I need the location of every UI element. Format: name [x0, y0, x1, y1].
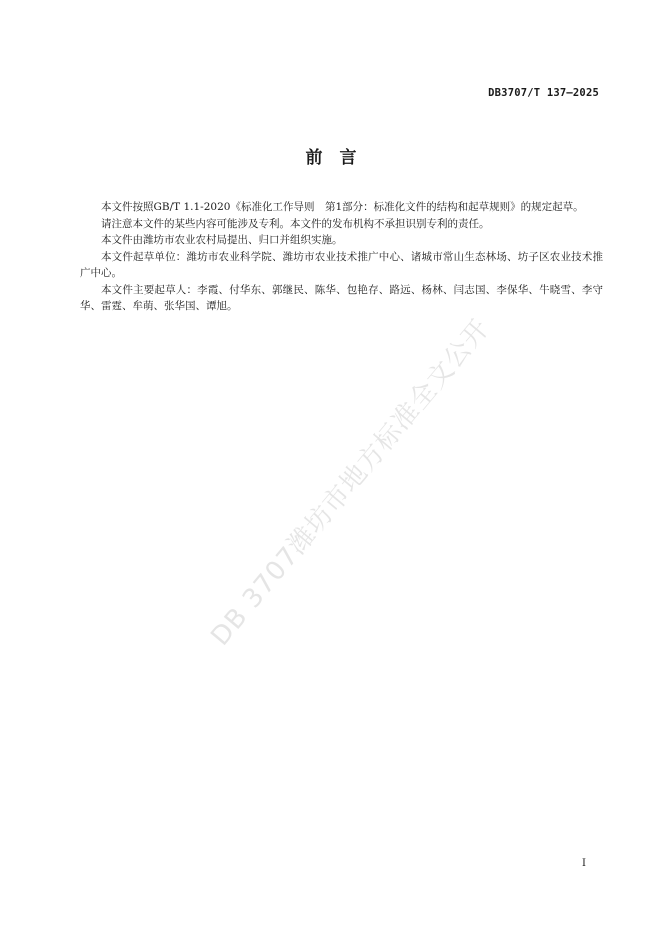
paragraph-drafting-units: 本文件起草单位：潍坊市农业科学院、潍坊市农业技术推广中心、诸城市常山生态林场、坊子区农业技术推广中心。: [80, 250, 603, 279]
page-title: 前 言: [305, 148, 357, 168]
paragraph-proposer: 本文件由潍坊市农业农村局提出、归口并组织实施。: [101, 234, 343, 246]
paragraph-drafters: 本文件主要起草人：李霞、付华东、郭继民、陈华、包艳存、路远、杨林、闫志国、李保华、牛晓雪、李守华、雷霆、牟萌、张华国、谭旭。: [80, 283, 603, 312]
page-number: I: [582, 858, 586, 869]
paragraph-patent-notice: 请注意本文件的某些内容可能涉及专利。本文件的发布机构不承担识别专利的责任。: [101, 217, 490, 230]
paragraph-drafting-rules: 本文件按照GB/T 1.1-2020《标准化工作导则 第1部分：标准化文件的结构和起草规则》的规定起草。: [101, 201, 584, 213]
watermark: DB 3707潍坊市地方标准全文公开: [205, 313, 497, 652]
document-code: DB3707/T 137—2025: [488, 87, 599, 99]
foreword-body: [80, 199, 603, 315]
